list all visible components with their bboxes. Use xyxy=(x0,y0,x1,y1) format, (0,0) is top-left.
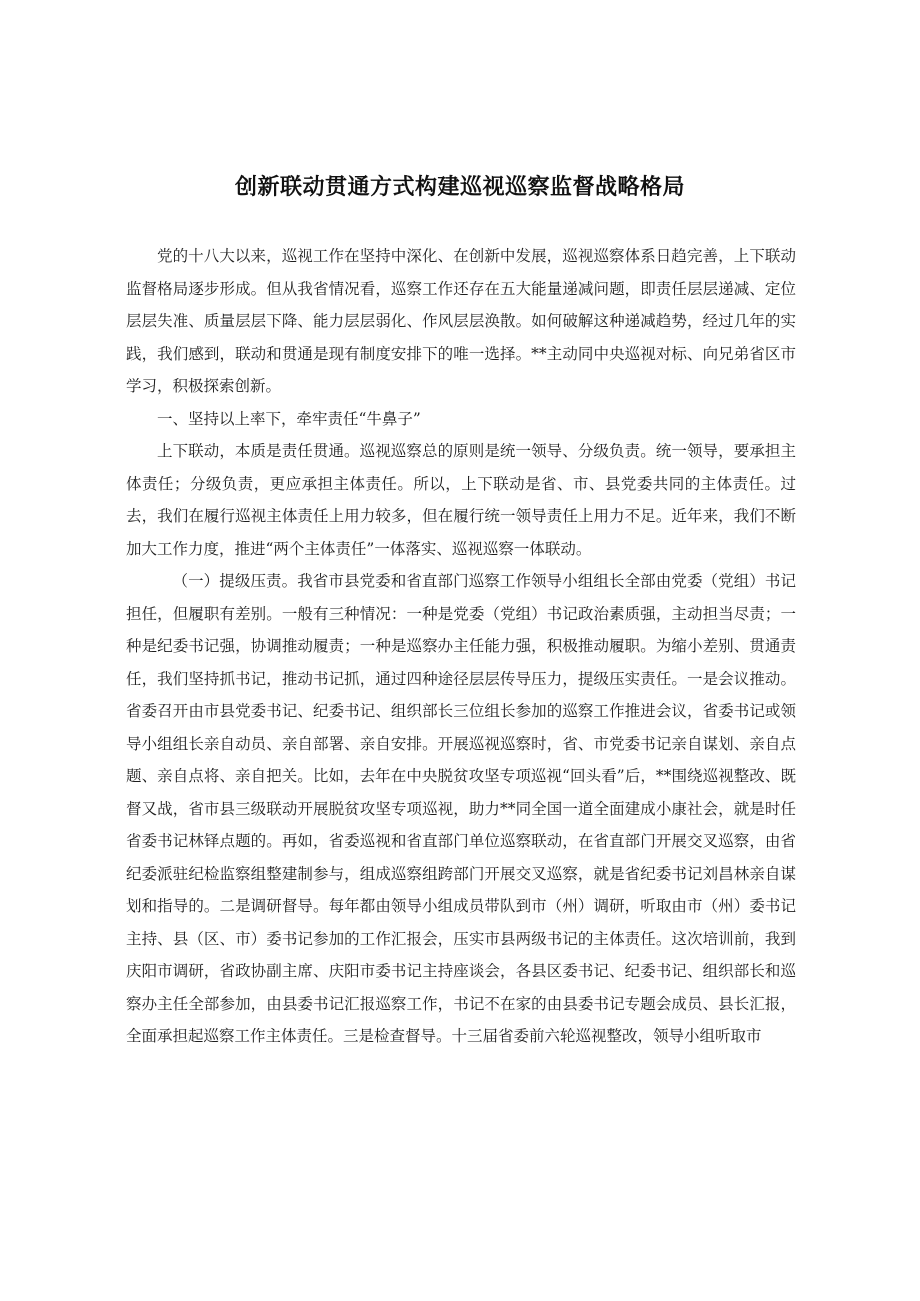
section-heading-1: 一、坚持以上率下，牵牢责任“牛鼻子” xyxy=(157,409,421,428)
paragraph-subsection-1: （一）提级压责。我省市县党委和省直部门巡察工作领导小组组长全部由党委（党组）书记担任，但履职有差别。一般有三种情况：一种是党委（党组）书记政治素质强，主动担当尽责；一种是纪委书记强，协调推动履责；一种是巡察办主任能力强，积极推动履职。为缩小差别、贯通责任，我们坚持抓书记，推动书记抓，通过四种途径层层传导压力，提级压实责任。一是会议推动。省委召开由市县党委书记、纪委书记、组织部长三位组长参加的巡察工作推进会议，省委书记或领导小组组长亲自动员、亲自部署、亲自安排。开展巡视巡察时，省、市党委书记亲自谋划、亲自点题、亲自点将、亲自把关。比如，去年在中央脱贫攻坚专项巡视“回头看”后，**围绕巡视整改、既督又战，省市县三级联动开展脱贫攻坚专项巡视，助力**同全国一道全面建成小康社会，就是时任省委书记林铎点题的。再如，省委巡视和省直部门单位巡察联动，在省直部门开展交叉巡察，由省纪委派驻纪检监察组整建制参与，组成巡察组跨部门开展交叉巡察，就是省纪委书记刘昌林亲自谋划和指导的。二是调研督导。每年都由领导小组成员带队到市（州）调研，听取由市（州）委书记主持、县（区、市）委书记参加的工作汇报会，压实市县两级书记的主体责任。这次培训前，我到庆阳市调研，省政协副主席、庆阳市委书记主持座谈会，各县区委书记、纪委书记、组织部长和巡察办主任全部参加，由县委书记汇报巡察工作，书记不在家的由县委书记专题会成员、县长汇报，全面承担起巡察工作主体责任。三是检查督导。十三届省委前六轮巡视整改，领导小组听取市 xyxy=(126,572,796,1045)
paragraph-intro: 党的十八大以来，巡视工作在坚持中深化、在创新中发展，巡视巡察体系日趋完善，上下联动监督格局逐步形成。但从我省情况看，巡察工作还存在五大能量递减问题，即责任层层递减、定位层层失准、质量层层下降、能力层层弱化、作风层层涣散。如何破解这种递减趋势，经过几年的实践，我们感到，联动和贯通是现有制度安排下的唯一选择。**主动同中央巡视对标、向兄弟省区市学习，积极探索创新。 xyxy=(126,247,796,395)
document-title: 创新联动贯通方式构建巡视巡察监督战略格局 xyxy=(234,175,685,200)
document-body xyxy=(126,240,796,1053)
paragraph-section-1: 上下联动，本质是责任贯通。巡视巡察总的原则是统一领导、分级负责。统一领导，要承担主体责任；分级负责，更应承担主体责任。所以，上下联动是省、市、县党委共同的主体责任。过去，我们在履行巡视主体责任上用力较多，但在履行统一领导责任上用力不足。近年来，我们不断加大工作力度，推进“两个主体责任”一体落实、巡视巡察一体联动。 xyxy=(126,442,796,558)
